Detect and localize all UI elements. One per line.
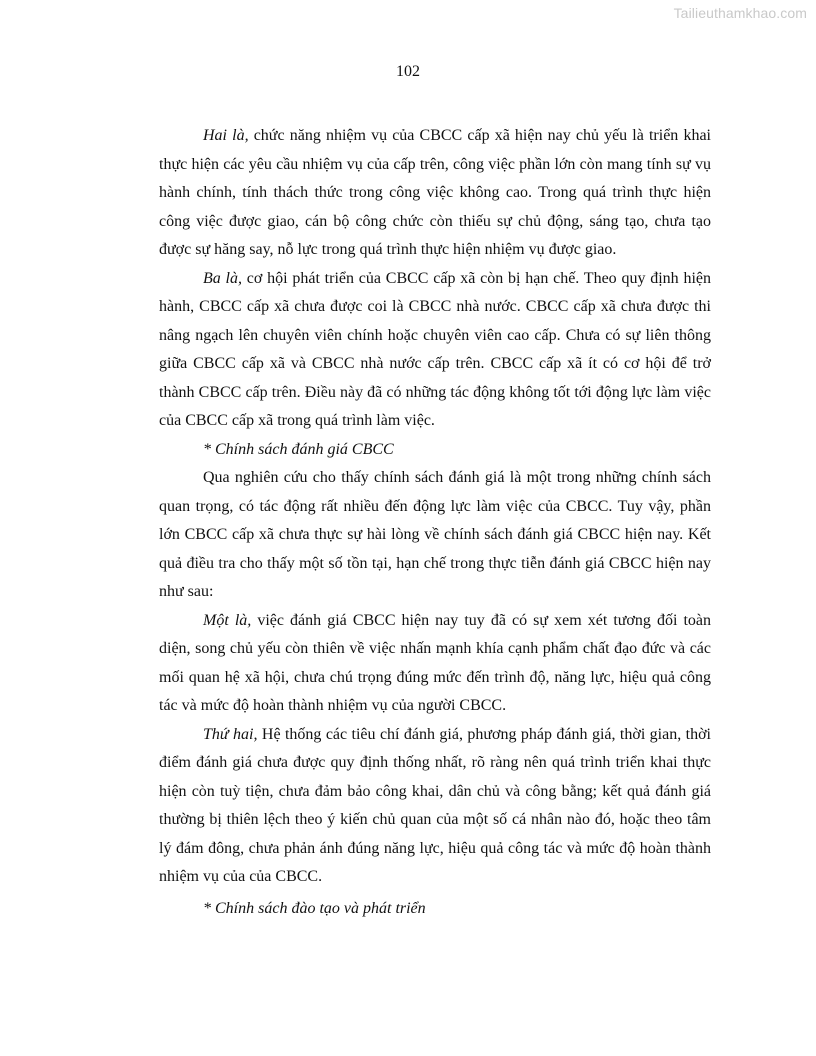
paragraph-thu-hai bbox=[159, 721, 711, 892]
section-heading-dao-tao: * Chính sách đào tạo và phát triển bbox=[203, 899, 426, 917]
paragraph-ba-la bbox=[159, 265, 711, 436]
paragraph-text: cơ hội phát triển của CBCC cấp xã còn bị hạn chế. Theo quy định hiện hành, CBCC cấp xã chưa được coi là CBCC nhà nước. CBCC cấp xã chưa được thi nâng ngạch lên chuyên viên chính hoặc chuyên viên cao cấp. Chưa có sự liên thông giữa CBCC cấp xã và CBCC nhà nước cấp trên. CBCC cấp xã ít có cơ hội để trở thành CBCC cấp trên. Điều này đã có những tác động không tốt tới động lực làm việc của CBCC cấp xã trong quá trình làm việc. bbox=[159, 269, 711, 429]
paragraph-qua-nghien-cuu bbox=[159, 464, 711, 607]
page-number: 102 bbox=[396, 63, 420, 80]
watermark-text: Tailieuthamkhao.com bbox=[673, 5, 807, 21]
paragraph-lead: Một là, bbox=[203, 611, 252, 629]
document-body bbox=[159, 122, 711, 923]
paragraph-lead: Hai là, bbox=[203, 127, 249, 144]
paragraph-lead: Ba là, bbox=[203, 269, 242, 287]
paragraph-text: việc đánh giá CBCC hiện nay tuy đã có sự xem xét tương đối toàn diện, song chủ yếu còn thiên về việc nhấn mạnh khía cạnh phẩm chất đạo đức và các mối quan hệ xã hội, chưa chú trọng đúng mức đến trình độ, năng lực, hiệu quả công tác và mức độ hoàn thành nhiệm vụ của người CBCC. bbox=[159, 611, 712, 714]
paragraph-lead: Thứ hai, bbox=[203, 725, 258, 743]
paragraph-hai-la bbox=[159, 122, 711, 265]
paragraph-text: chức năng nhiệm vụ của CBCC cấp xã hiện nay chủ yếu là triển khai thực hiện các yêu cầu nhiệm vụ của cấp trên, công việc phần lớn còn mang tính sự vụ hành chính, tính thách thức trong công việc không cao. Trong quá trình thực hiện công việc được giao, cán bộ công chức còn thiếu sự chủ động, sáng tạo, chưa tạo được sự hăng say, nỗ lực trong quá trình thực hiện nhiệm vụ được giao. bbox=[159, 127, 711, 258]
paragraph-text: Hệ thống các tiêu chí đánh giá, phương pháp đánh giá, thời gian, thời điểm đánh giá chưa được quy định thống nhất, rõ ràng nên quá trình triển khai thực hiện còn tuỳ tiện, chưa đảm bảo công khai, dân chủ và công bằng; kết quả đánh giá thường bị thiên lệch theo ý kiến chủ quan của một số cá nhân nào đó, hoặc theo tâm lý đám đông, chưa phản ánh đúng năng lực, hiệu quả công tác và mức độ hoàn thành nhiệm vụ của của CBCC. bbox=[159, 725, 711, 885]
paragraph-text: Qua nghiên cứu cho thấy chính sách đánh giá là một trong những chính sách quan trọng, có tác động rất nhiều đến động lực làm việc của CBCC. Tuy vậy, phần lớn CBCC cấp xã chưa thực sự hài lòng về chính sách đánh giá CBCC hiện nay. Kết quả điều tra cho thấy một số tồn tại, hạn chế trong thực tiễn đánh giá CBCC hiện nay như sau: bbox=[159, 469, 711, 600]
paragraph-mot-la bbox=[159, 607, 711, 721]
section-heading-danh-gia: * Chính sách đánh giá CBCC bbox=[203, 440, 394, 458]
